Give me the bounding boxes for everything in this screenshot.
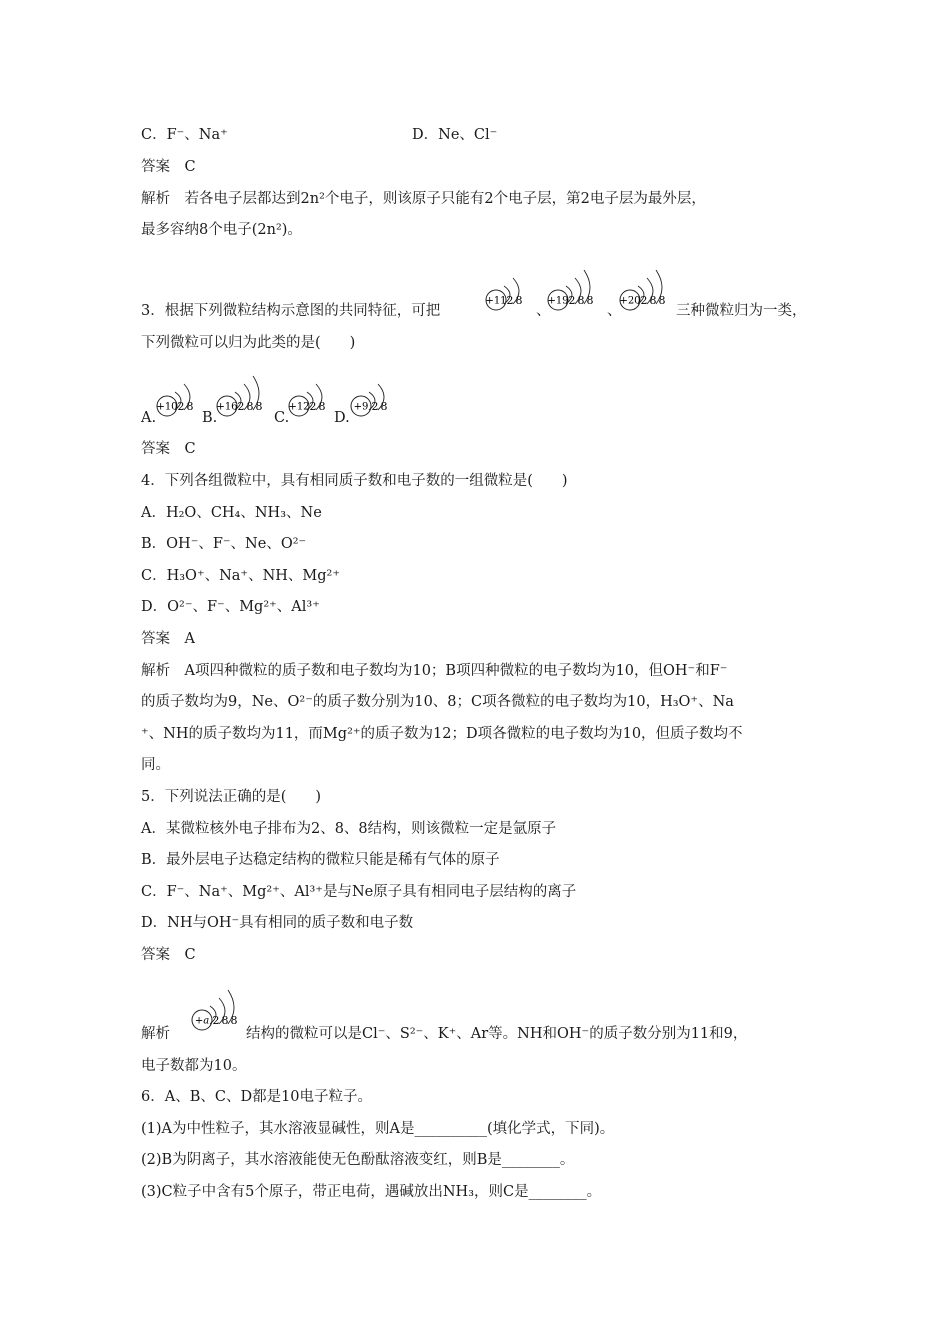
separator: 、 (607, 303, 622, 319)
analysis-q4-line4: 同。 (141, 757, 170, 773)
atom-diagram-option-d (349, 378, 397, 424)
question-6-text: 6．A、B、C、D都是10电子粒子。 (141, 1089, 373, 1105)
analysis-q5-line2: 电子数都为10。 (141, 1058, 247, 1074)
electron-count-label: 2 (506, 294, 514, 307)
nucleus-charge-label: +19 (547, 295, 569, 307)
electron-count-label: 2 (177, 400, 185, 413)
question-4-text: 4．下列各组微粒中，具有相同质子数和电子数的一组微粒是( ) (141, 473, 568, 489)
option-c-label: C. (274, 410, 290, 426)
electron-count-label: 2 (237, 400, 245, 413)
option-a-label: A. (141, 410, 157, 426)
atom-diagram-q3-2 (546, 258, 610, 318)
electron-count-label: 8 (230, 1014, 238, 1027)
question-6-part-3: (3)C粒子中含有5个原子，带正电荷，遇碱放出NH₃，则C是________。 (141, 1184, 602, 1200)
analysis-q2-line2: 最多容纳8个电子(2n²)。 (141, 222, 302, 238)
analysis-q5-line1: 结构的微粒可以是Cl⁻、S²⁻、K⁺、Ar等。NH和OH⁻的质子数分别为11和9， (246, 1026, 748, 1042)
analysis-q4-line3: ⁺、NH的质子数均为11，而Mg²⁺的质子数为12；D项各微粒的电子数均为10，但质子数均不 (141, 726, 743, 742)
atom-diagram-option-b (215, 370, 277, 424)
atom-diagram-option-c (287, 378, 335, 424)
nucleus-charge-label: +16 (216, 401, 238, 413)
question-5-option-c: C．F⁻、Na⁺、Mg²⁺、Al³⁺是与Ne原子具有相同电子层结构的离子 (141, 884, 577, 900)
electron-count-label: 2 (371, 400, 379, 413)
question-6-part-2: (2)B为阴离子，其水溶液能使无色酚酞溶液变红，则B是________。 (141, 1152, 575, 1168)
nucleus-charge-label: +a (194, 1015, 210, 1027)
question-4-option-d: D．O²⁻、F⁻、Mg²⁺、Al³⁺ (141, 599, 320, 615)
question-4-option-c: C．H₃O⁺、Na⁺、NH、Mg²⁺ (141, 568, 341, 584)
answer-q5: 答案 C (141, 947, 196, 963)
electron-count-label: 8 (186, 400, 194, 413)
electron-count-label: 8 (586, 294, 594, 307)
electron-count-label: 2 (309, 400, 317, 413)
electron-count-label: 8 (577, 294, 585, 307)
electron-count-label: 8 (515, 294, 523, 307)
option-b-label: B. (202, 410, 218, 426)
electron-count-label: 8 (318, 400, 326, 413)
atom-diagram-q3-1 (484, 262, 538, 318)
separator: 、 (536, 303, 551, 319)
electron-count-label: 2 (568, 294, 576, 307)
nucleus-charge-label: +10 (156, 401, 178, 413)
answer-q3: 答案 C (141, 441, 196, 457)
electron-count-label: 8 (649, 294, 657, 307)
question-4-option-b: B．OH⁻、F⁻、Ne、O²⁻ (141, 536, 307, 552)
nucleus-charge-label: +11 (485, 295, 507, 307)
electron-count-label: 8 (221, 1014, 229, 1027)
electron-count-label: 8 (246, 400, 254, 413)
question-5-text: 5．下列说法正确的是( ) (141, 789, 322, 805)
nucleus-charge-label: +20 (619, 295, 641, 307)
option-d-q2: D．Ne、Cl⁻ (412, 127, 498, 143)
question-5-option-b: B．最外层电子达稳定结构的微粒只能是稀有气体的原子 (141, 852, 500, 868)
atom-diagram-option-a (155, 378, 203, 424)
analysis-q4-line1: 解析 A项四种微粒的质子数和电子数均为10；B项四种微粒的电子数均为10，但OH⁻和F⁻ (141, 663, 728, 679)
nucleus-charge-label: +9 (353, 401, 369, 413)
question-6-part-1: (1)A为中性粒子，其水溶液显碱性，则A是__________(填化学式，下同)。 (141, 1121, 615, 1137)
question-3-text-end: 三种微粒归为一类， (676, 303, 807, 319)
electron-count-label: 8 (658, 294, 666, 307)
electron-count-label: 2 (640, 294, 648, 307)
option-c-q2: C．F⁻、Na⁺ (141, 127, 228, 143)
electron-count-label: 8 (255, 400, 263, 413)
answer-q4: 答案 A (141, 631, 195, 647)
question-5-option-d: D．NH与OH⁻具有相同的质子数和电子数 (141, 915, 414, 931)
atom-diagram-q3-3 (618, 258, 682, 318)
answer-q2: 答案 C (141, 159, 196, 175)
nucleus-charge-label: +12 (288, 401, 310, 413)
analysis-q5-label: 解析 (141, 1026, 170, 1042)
electron-count-label: 2 (212, 1014, 220, 1027)
analysis-q4-line2: 的质子数均为9，Ne、O²⁻的质子数分别为10、8；C项各微粒的电子数均为10，H₃O⁺、Na (141, 694, 734, 710)
atom-diagram-q5 (190, 980, 254, 1038)
analysis-q2-line1: 解析 若各电子层都达到2n²个电子，则该原子只能有2个电子层，第2电子层为最外层， (141, 191, 706, 207)
question-3-prompt: 下列微粒可以归为此类的是( ) (141, 335, 356, 351)
electron-count-label: 8 (380, 400, 388, 413)
option-d-label: D. (334, 410, 350, 426)
question-3-text: 3．根据下列微粒结构示意图的共同特征，可把 (141, 303, 441, 319)
question-4-option-a: A．H₂O、CH₄、NH₃、Ne (141, 505, 322, 521)
question-5-option-a: A．某微粒核外电子排布为2、8、8结构，则该微粒一定是氩原子 (141, 821, 557, 837)
